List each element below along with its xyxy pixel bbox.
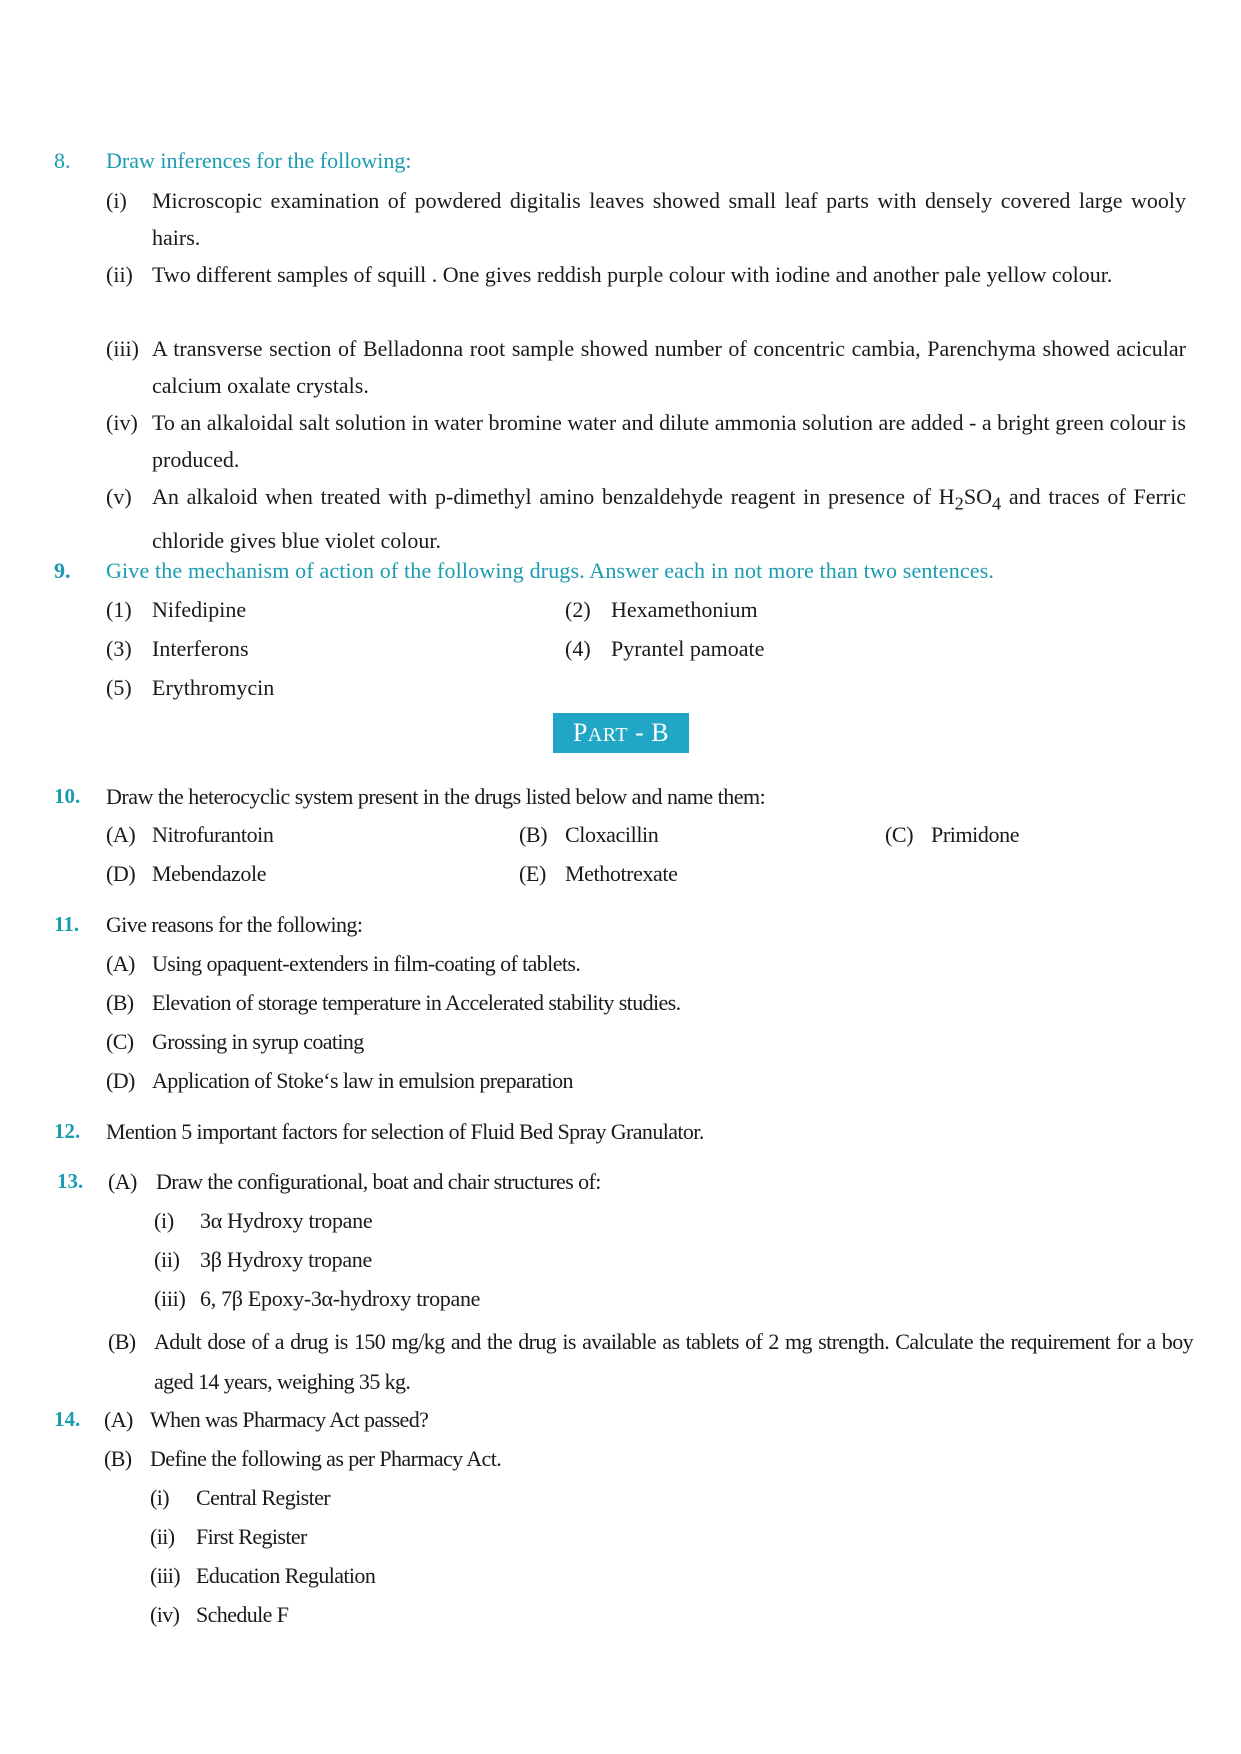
q11-item-a: (A) Using opaquent-extenders in film-coating of tablets. <box>106 951 581 976</box>
q11-item-b: (B) Elevation of storage temperature in Accelerated stability studies. <box>106 990 681 1015</box>
q13-part-a: (A) Draw the configurational, boat and chair structures of: <box>108 1169 601 1194</box>
q8-item-iii <box>106 330 1186 404</box>
q14-b-item-iv: (iv) Schedule F <box>150 1602 289 1627</box>
q9-item-2: (2) Hexamethonium <box>565 597 758 622</box>
q13-part-b <box>108 1322 1193 1402</box>
item-label: (i) <box>106 188 127 213</box>
q11-item-d: (D) Application of Stoke‘s law in emulsion preparation <box>106 1068 573 1093</box>
item-label: (B) <box>108 1329 136 1354</box>
q11-item-c: (C) Grossing in syrup coating <box>106 1029 364 1054</box>
q10-item-c: (C) Primidone <box>885 822 1020 847</box>
q13-a-item-iii: (iii) 6, 7β Epoxy-3α-hydroxy tropane <box>154 1286 481 1311</box>
item-text: An alkaloid when treated with p-dimethyl amino benzaldehyde reagent in presence of $H_2SO_4$ and traces of Ferric chloride gives blue violet colour. <box>152 484 1186 554</box>
q8-item-i <box>106 182 1186 256</box>
item-label: (iii) <box>106 336 139 361</box>
q9-item-3: (3) Interferons <box>106 636 249 661</box>
q10-heading: Draw the heterocyclic system present in the drugs listed below and name them: <box>106 784 766 809</box>
q8-heading: Draw inferences for the following: <box>106 148 412 173</box>
item-label: (v) <box>106 484 132 509</box>
q14-part-b: (B) Define the following as per Pharmacy Act. <box>104 1446 502 1471</box>
q9-number: 9. <box>54 558 71 583</box>
q12-heading: Mention 5 important factors for selection of Fluid Bed Spray Granulator. <box>106 1119 704 1144</box>
q9-item-4: (4) Pyrantel pamoate <box>565 636 765 661</box>
item-text: Two different samples of squill . One gives reddish purple colour with iodine and another pale yellow colour. <box>152 262 1113 287</box>
item-label: (iv) <box>106 410 138 435</box>
q10-number: 10. <box>54 784 81 808</box>
item-text: Adult dose of a drug is 150 mg/kg and the drug is available as tablets of 2 mg strength. Calculate the requirement for a boy aged 14 years, weighing 35 kg. <box>154 1329 1193 1394</box>
q11-heading: Give reasons for the following: <box>106 912 363 937</box>
q12-number: 12. <box>54 1119 81 1143</box>
item-text: Microscopic examination of powdered digitalis leaves showed small leaf parts with densely covered large wooly hairs. <box>152 188 1186 250</box>
q9-heading: Give the mechanism of action of the following drugs. Answer each in not more than two sentences. <box>106 558 995 583</box>
item-text: To an alkaloidal salt solution in water bromine water and dilute ammonia solution are added - a bright green colour is produced. <box>152 410 1186 472</box>
q10-item-d: (D) Mebendazole <box>106 861 267 886</box>
q14-number: 14. <box>54 1407 81 1431</box>
q8-item-v <box>106 478 1186 552</box>
q11-number: 11. <box>54 912 80 936</box>
q14-b-item-i: (i) Central Register <box>150 1485 330 1510</box>
q9-item-1: (1) Nifedipine <box>106 597 247 622</box>
q13-a-item-i: (i) 3α Hydroxy tropane <box>154 1208 373 1233</box>
q8-item-iv <box>106 404 1186 478</box>
item-label: (ii) <box>106 262 133 287</box>
item-text: A transverse section of Belladonna root sample showed number of concentric cambia, Parenchyma showed acicular calcium oxalate crystals. <box>152 336 1186 398</box>
q10-item-e: (E) Methotrexate <box>519 861 678 886</box>
q8-number: 8. <box>54 148 71 173</box>
q14-b-item-ii: (ii) First Register <box>150 1524 307 1549</box>
q13-a-item-ii: (ii) 3β Hydroxy tropane <box>154 1247 372 1272</box>
q14-b-item-iii: (iii) Education Regulation <box>150 1563 376 1588</box>
q10-item-a: (A) Nitrofurantoin <box>106 822 274 847</box>
part-b-heading: PART - B <box>553 713 689 753</box>
q14-part-a: (A) When was Pharmacy Act passed? <box>104 1407 429 1432</box>
q10-item-b: (B) Cloxacillin <box>519 822 659 847</box>
q13-number: 13. <box>57 1169 84 1193</box>
q8-item-ii <box>106 256 1186 330</box>
q9-item-5: (5) Erythromycin <box>106 675 275 700</box>
